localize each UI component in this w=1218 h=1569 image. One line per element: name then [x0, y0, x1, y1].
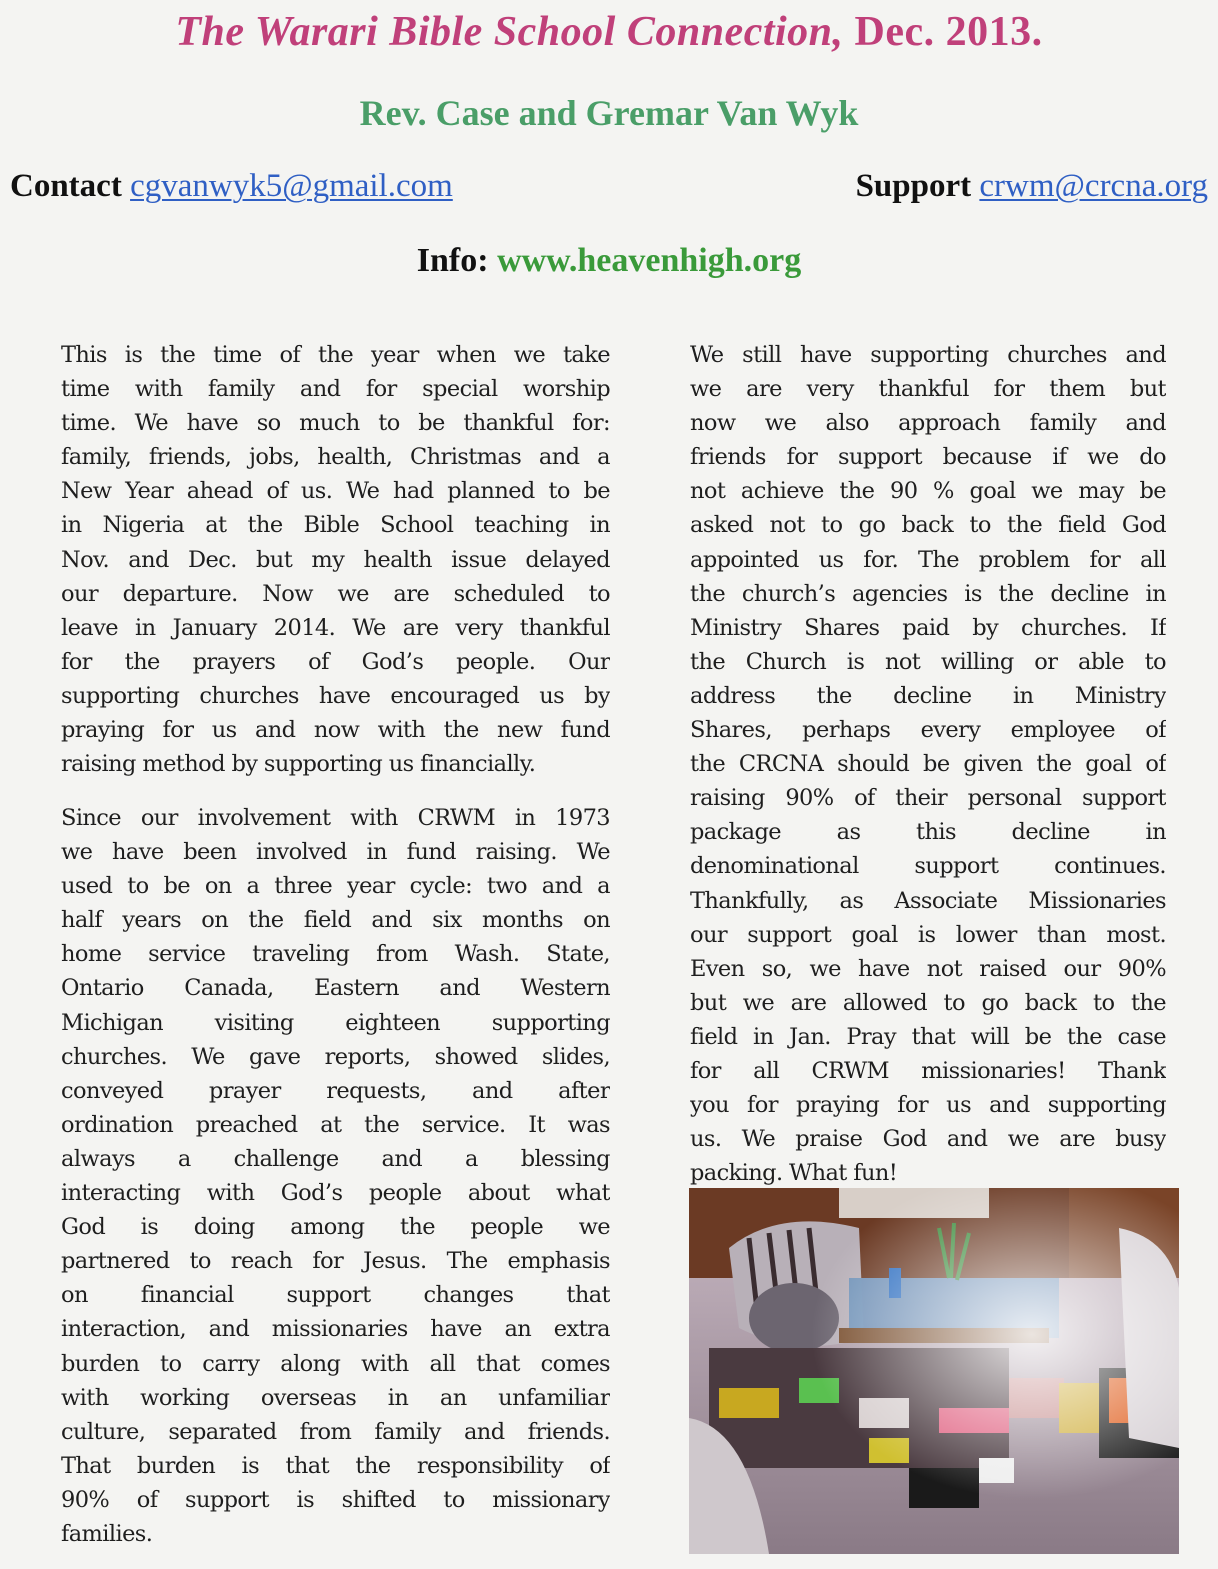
text-line: leave in January 2014. We are very thankful: [61, 614, 610, 641]
support-block: [856, 168, 1208, 205]
contact-email-link[interactable]: cgvanwyk5@gmail.com: [130, 168, 453, 204]
text-line: Shares, perhaps every employee of: [690, 717, 1166, 744]
text-line: in Nigeria at the Bible School teaching in: [61, 512, 610, 539]
info-label: Info:: [416, 242, 489, 279]
left-paragraph-1: [61, 338, 610, 781]
text-line: the Church is not willing or able to: [690, 648, 1166, 675]
text-line: home service traveling from Wash. State,: [61, 941, 610, 968]
text-line: We still have supporting churches and: [690, 342, 1166, 368]
text-line: Ontario Canada, Eastern and Western: [61, 975, 610, 1002]
text-line: New Year ahead of us. We had planned to be: [61, 478, 610, 505]
text-line: raising method by supporting us financially.: [61, 751, 536, 778]
text-line: half years on the field and six months on: [61, 907, 610, 934]
text-line: our departure. Now we are scheduled to: [61, 580, 610, 607]
text-line: asked not to go back to the field God: [690, 512, 1166, 539]
packing-photo-icon: [689, 1188, 1179, 1554]
text-line: raising 90% of their personal support: [690, 785, 1166, 812]
text-line: on financial support changes that: [61, 1282, 610, 1309]
text-line: This is the time of the year when we take: [61, 342, 610, 368]
text-line: Ministry Shares paid by churches. If: [690, 614, 1166, 641]
text-line: interacting with God’s people about what: [61, 1180, 610, 1207]
text-line: partnered to reach for Jesus. The emphasis: [61, 1248, 610, 1275]
text-line: for all CRWM missionaries! Thank: [690, 1057, 1166, 1084]
text-line: conveyed prayer requests, and after: [61, 1077, 610, 1104]
text-line: God is doing among the people we: [61, 1214, 610, 1241]
newsletter-subtitle: Rev. Case and Gremar Van Wyk: [359, 93, 859, 133]
text-line: burden to carry along with all that comes: [61, 1350, 610, 1377]
text-line: package as this decline in: [690, 819, 1166, 846]
support-label: Support: [855, 168, 972, 204]
info-row: [0, 242, 1218, 280]
text-line: churches. We gave reports, showed slides,: [61, 1043, 610, 1070]
text-line: with working overseas in an unfamiliar: [61, 1384, 610, 1411]
contact-block: [10, 168, 453, 205]
text-line: Nov. and Dec. but my health issue delayed: [61, 546, 610, 573]
text-line: us. We praise God and we are busy: [690, 1126, 1166, 1153]
text-line: appointed us for. The problem for all: [690, 546, 1166, 573]
text-line: Since our involvement with CRWM in 1973: [61, 805, 610, 831]
newsletter-title: [0, 8, 1218, 56]
right-paragraph-1: [690, 338, 1166, 1190]
text-line: Thankfully, as Associate Missionaries: [690, 887, 1166, 914]
text-line: we have been involved in fund raising. We: [61, 839, 610, 866]
text-line: families.: [61, 1520, 153, 1547]
support-email-link[interactable]: crwm@crcna.org: [979, 168, 1208, 204]
text-line: denominational support continues.: [690, 853, 1166, 880]
text-line: now we also approach family and: [690, 410, 1166, 437]
text-line: time with family and for special worship: [61, 376, 610, 403]
text-line: family, friends, jobs, health, Christmas and a: [61, 444, 610, 471]
contact-label: Contact: [10, 168, 122, 204]
text-line: our support goal is lower than most.: [690, 921, 1166, 948]
text-line: Even so, we have not raised our 90%: [690, 955, 1166, 982]
left-paragraph-2: [61, 801, 610, 1551]
packing-photo: [689, 1188, 1179, 1554]
text-line: you for praying for us and supporting: [690, 1092, 1166, 1119]
text-line: Michigan visiting eighteen supporting: [61, 1009, 610, 1036]
text-line: interaction, and missionaries have an extra: [61, 1316, 610, 1343]
text-line: always a challenge and a blessing: [61, 1145, 610, 1172]
text-line: 90% of support is shifted to missionary: [61, 1486, 610, 1513]
text-line: address the decline in Ministry: [690, 682, 1166, 709]
text-line: culture, separated from family and friends.: [61, 1418, 610, 1445]
text-line: friends for support because if we do: [690, 444, 1166, 471]
text-line: but we are allowed to go back to the: [690, 989, 1166, 1016]
text-line: the CRCNA should be given the goal of: [690, 751, 1166, 778]
title-main: The Warari Bible School Connection,: [175, 9, 844, 55]
info-url[interactable]: www.heavenhigh.org: [497, 242, 802, 279]
text-line: supporting churches have encouraged us by: [61, 682, 610, 709]
text-line: praying for us and now with the new fund: [61, 717, 610, 744]
text-line: field in Jan. Pray that will be the case: [690, 1023, 1166, 1050]
text-line: packing. What fun!: [690, 1160, 898, 1187]
text-line: That burden is that the responsibility of: [61, 1452, 610, 1479]
title-date: Dec. 2013.: [854, 9, 1043, 55]
text-line: used to be on a three year cycle: two and a: [61, 873, 610, 900]
text-line: not achieve the 90 % goal we may be: [690, 478, 1166, 505]
text-line: ordination preached at the service. It was: [61, 1111, 610, 1138]
text-line: the church’s agencies is the decline in: [690, 580, 1166, 607]
text-line: for the prayers of God’s people. Our: [61, 648, 610, 675]
text-line: time. We have so much to be thankful for:: [61, 410, 610, 437]
text-line: we are very thankful for them but: [690, 376, 1166, 403]
